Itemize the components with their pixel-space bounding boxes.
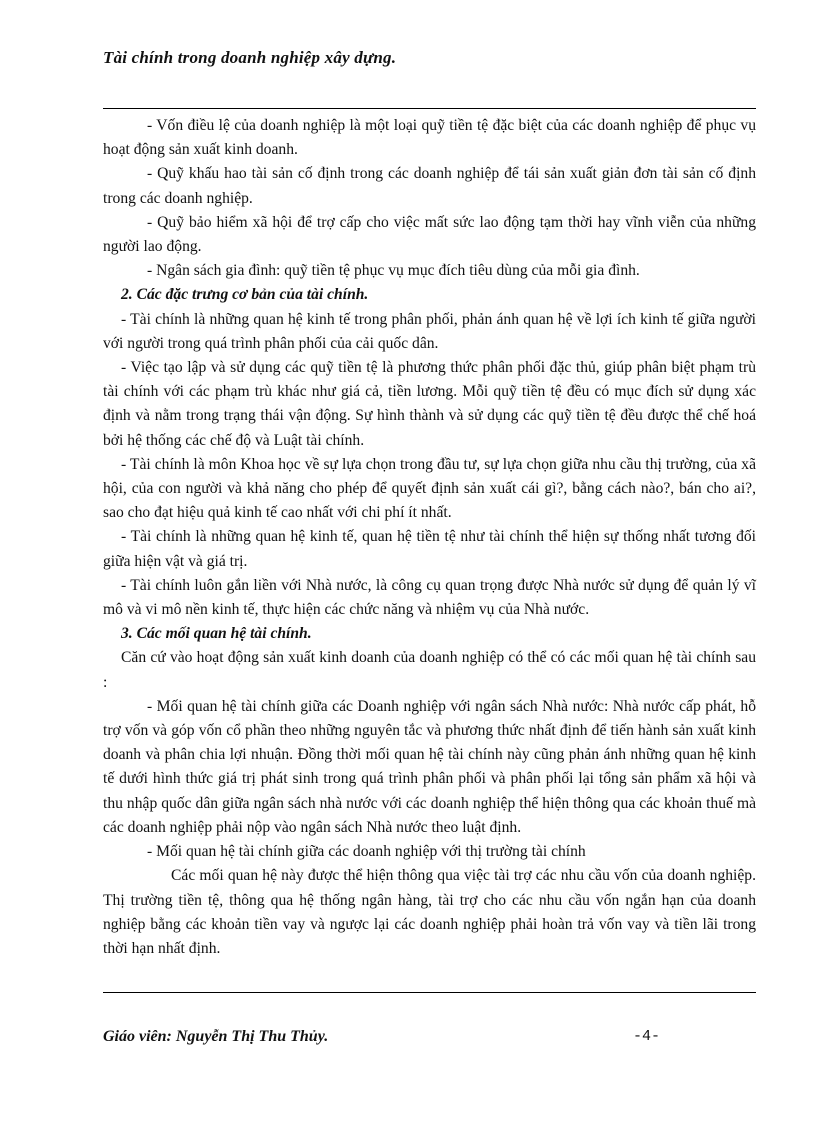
body-paragraph: - Việc tạo lập và sử dụng các quỹ tiền tệ là phương thức phân phối đặc thủ, giúp phân biệt phạm trù tài chính với các phạm trù khác như giá cả, tiền lương. Mỗi quỹ tiền tệ đều có mục đích sử dụng xác định và nằm trong trạng thái vận động. Sự hình thành và sử dụng các quỹ tiền tệ đều được thể chế hoá bởi hệ thống các chế độ và Luật tài chính. — [103, 359, 756, 449]
header-divider — [103, 108, 756, 109]
body-paragraph: - Tài chính là môn Khoa học về sự lựa chọn trong đầu tư, sự lựa chọn giữa nhu cầu thị trường, của xã hội, của con người và khả năng cho phép để quyết định sản xuất cái gì?, bằng cách nào?, bán cho ai?, sao cho đạt hiệu quả kinh tế cao nhất với chi phí ít nhất. — [103, 455, 756, 522]
body-paragraph: Các mối quan hệ này được thể hiện thông qua việc tài trợ các nhu cầu vốn của doanh nghiệp. Thị trường tiền tệ, thông qua hệ thống ngân hàng, tài trợ cho các nhu cầu vốn ngắn hạn của doanh nghiệp bằng các khoản tiền vay và ngược lại các doanh nghiệp phải hoàn trả vốn vay và tiền lãi trong thời hạn nhất định. — [103, 867, 756, 957]
body-paragraph: - Mối quan hệ tài chính giữa các Doanh nghiệp với ngân sách Nhà nước: Nhà nước cấp phát, hỗ trợ vốn và góp vốn cổ phần theo những nguyên tắc và phương thức nhất định để tiến hành sản xuất kinh doanh và phân chia lợi nhuận. Đồng thời mối quan hệ tài chính này cũng phản ánh những quan hệ kinh tế dưới hình thức giá trị phát sinh trong quá trình phân phối và phân phối lại tổng sản phẩm xã hội và thu nhập quốc dân giữa ngân sách nhà nước với các doanh nghiệp thể hiện thông qua các khoản thuế mà các doanh nghiệp phải nộp vào ngân sách Nhà nước theo luật định. — [103, 697, 756, 836]
body-paragraph: - Tài chính luôn gắn liền với Nhà nước, là công cụ quan trọng được Nhà nước sử dụng để quản lý vĩ mô và vi mô nền kinh tế, thực hiện các chức năng và nhiệm vụ của Nhà nước. — [103, 576, 756, 619]
body-paragraph: - Quỹ khấu hao tài sản cố định trong các doanh nghiệp để tái sản xuất giản đơn tài sản cố định trong các doanh nghiệp. — [103, 165, 756, 207]
body-paragraph: - Vốn điều lệ của doanh nghiệp là một loại quỹ tiền tệ đặc biệt của các doanh nghiệp để phục vụ hoạt động sản xuất kinh doanh. — [103, 117, 756, 159]
footer-teacher: Giáo viên: Nguyễn Thị Thu Thủy. — [103, 1028, 329, 1045]
body-paragraph: Căn cứ vào hoạt động sản xuất kinh doanh của doanh nghiệp có thể có các mối quan hệ tài chính sau : — [103, 649, 756, 691]
body-paragraph: - Tài chính là những quan hệ kinh tế trong phân phối, phản ánh quan hệ về lợi ích kinh tế giữa người với người trong quá trình phân phối của cải quốc dân. — [103, 310, 756, 352]
body-paragraph: - Tài chính là những quan hệ kinh tế, quan hệ tiền tệ như tài chính thể hiện sự thống nhất tương đối giữa hiện vật và giá trị. — [103, 528, 756, 570]
section-heading: 3. Các mối quan hệ tài chính. — [121, 625, 312, 643]
page-number: -4- — [633, 1028, 661, 1045]
running-header: Tài chính trong doanh nghiệp xây dựng. — [103, 48, 397, 67]
body-paragraph: - Ngân sách gia đình: quỹ tiền tệ phục vụ mục đích tiêu dùng của mỗi gia đình. — [147, 262, 640, 280]
section-heading: 2. Các đặc trưng cơ bản của tài chính. — [121, 286, 369, 304]
document-body — [103, 114, 756, 961]
body-paragraph: - Quỹ bảo hiểm xã hội để trợ cấp cho việc mất sức lao động tạm thời hay vĩnh viễn của những người lao động. — [103, 213, 756, 256]
body-paragraph: - Mối quan hệ tài chính giữa các doanh nghiệp với thị trường tài chính — [147, 843, 586, 861]
footer-divider — [103, 992, 756, 993]
